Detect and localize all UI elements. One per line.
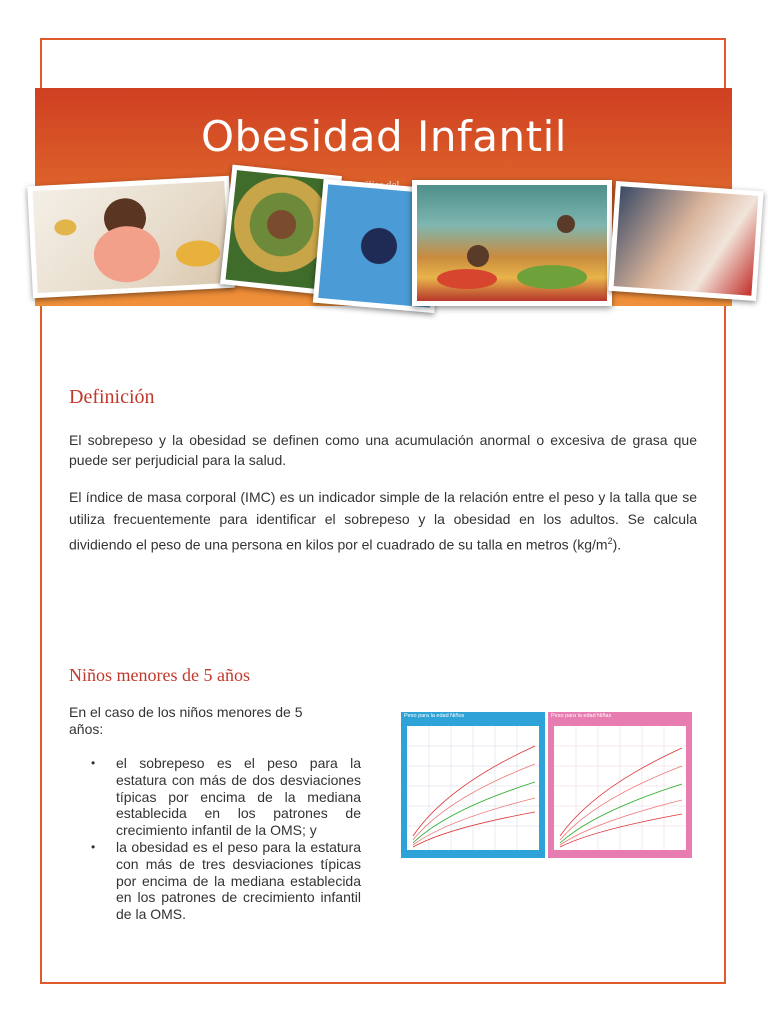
boys-growth-chart bbox=[401, 712, 545, 858]
ninos-intro: En el caso de los niños menores de 5 años: bbox=[69, 704, 303, 737]
list-item: • la obesidad es el peso para la estatura con más de tres desviaciones típicas por encima de la mediana establecida en los patrones de crecimiento infantil de la OMS. bbox=[69, 839, 361, 923]
superscript-2: 2 bbox=[607, 536, 613, 546]
photo-child-drinking-soda bbox=[608, 181, 763, 301]
boys-chart-title: Peso para la edad Niños bbox=[404, 713, 465, 719]
imc-paragraph-end: ). bbox=[612, 536, 622, 553]
section-heading-ninos: Niños menores de 5 años bbox=[69, 665, 250, 685]
section-heading-definicion: Definición bbox=[69, 386, 155, 408]
photo-family-with-groceries bbox=[412, 180, 612, 306]
imc-paragraph-text: El índice de masa corporal (IMC) es un indicador simple de la relación entre el peso y la talla que se utiliza frecuentemente para identificar el sobrepeso y la obesidad en los adultos. Se calcula dividiendo el peso de una persona en kilos por el cuadrado de su talla en metros (kg/m bbox=[69, 489, 697, 553]
photo-child-eating-snacks bbox=[27, 176, 235, 298]
girls-chart-title: Peso para la edad Niñas bbox=[551, 713, 612, 719]
definition-paragraph: El sobrepeso y la obesidad se definen como una acumulación anormal o excesiva de grasa que puede ser perjudicial para la salud. bbox=[69, 432, 697, 468]
boys-curves bbox=[407, 726, 539, 850]
page-title: Obesidad Infantil bbox=[201, 112, 567, 161]
boys-chart-grid bbox=[407, 726, 539, 850]
growth-charts-image bbox=[401, 712, 697, 858]
girls-growth-chart bbox=[548, 712, 692, 858]
girls-curves bbox=[554, 726, 686, 850]
girls-chart-grid bbox=[554, 726, 686, 850]
ninos-bullet-list bbox=[69, 755, 361, 923]
imc-paragraph bbox=[69, 486, 697, 556]
list-item: • el sobrepeso es el peso para la estatura con más de dos desviaciones típicas por encima de la mediana establecida en los patrones de crecimiento infantil de la OMS; y bbox=[69, 755, 361, 839]
